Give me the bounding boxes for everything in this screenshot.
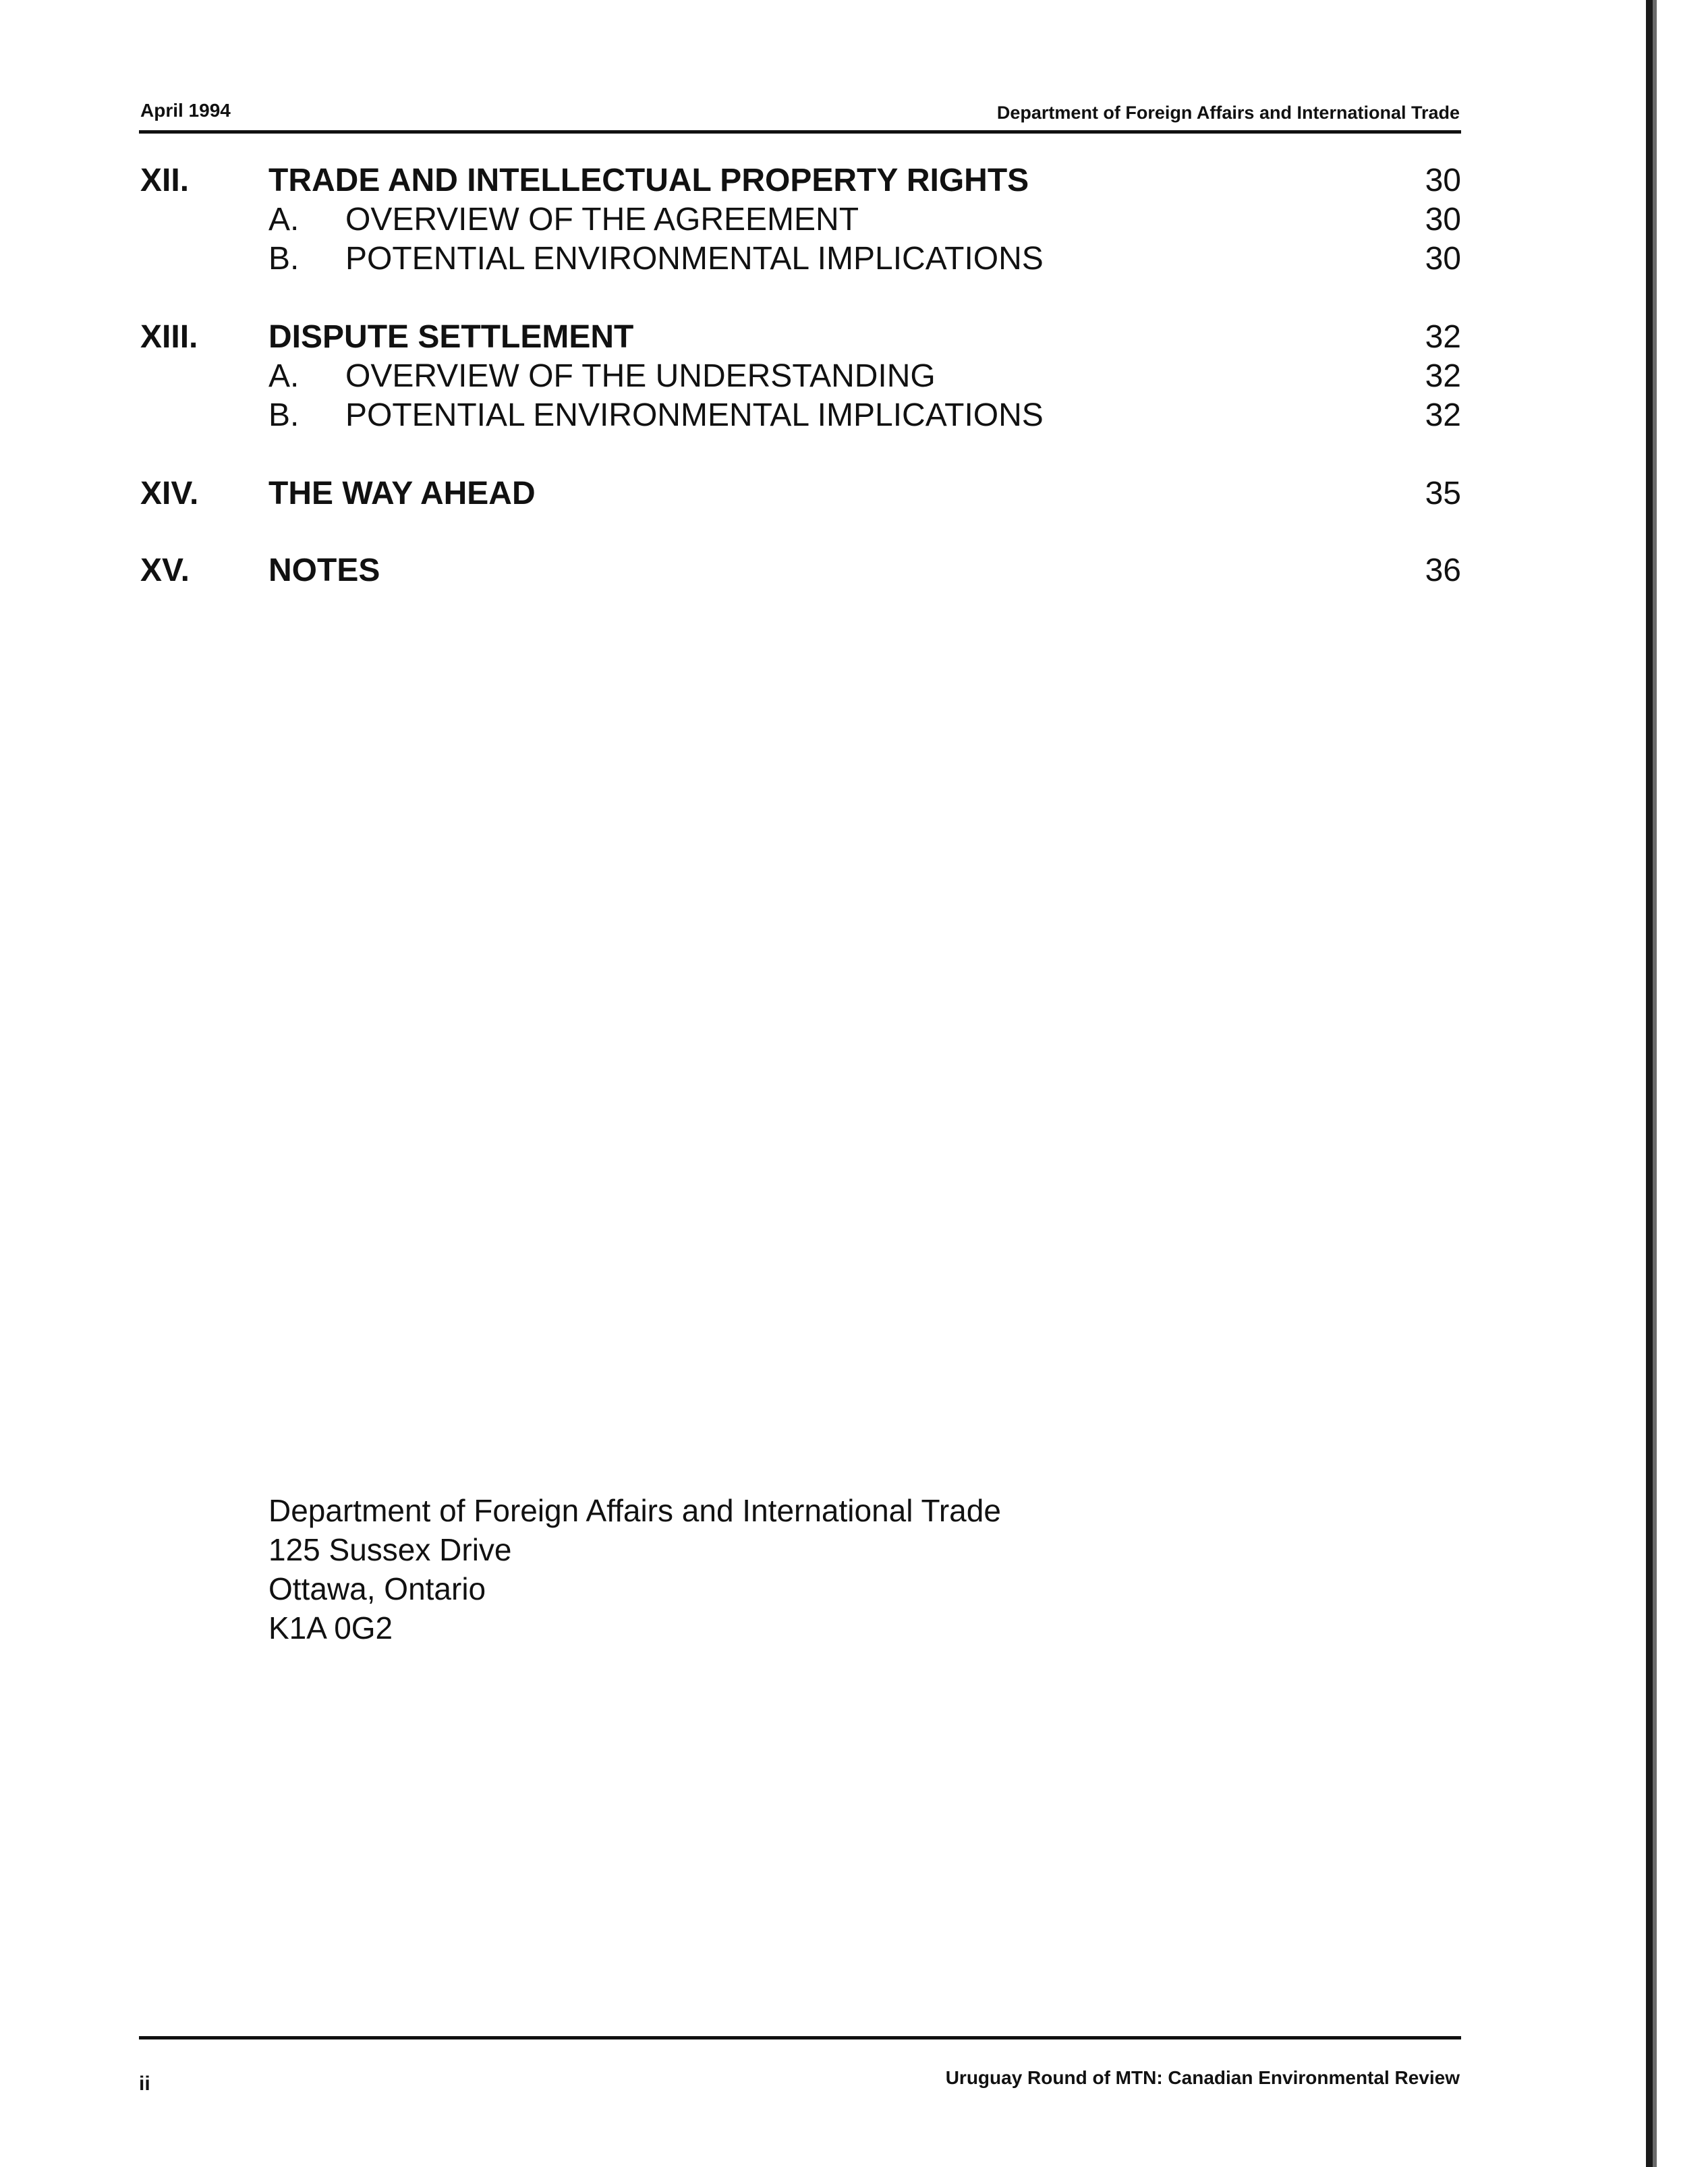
header-date: April 1994 bbox=[140, 100, 231, 121]
scan-edge-shadow bbox=[1646, 0, 1653, 2167]
toc-subsection-xiii-a bbox=[0, 356, 1708, 397]
toc-section-title: NOTES bbox=[268, 553, 380, 588]
toc-page-number: 36 bbox=[1425, 553, 1461, 588]
scan-edge-shadow-soft bbox=[1653, 0, 1657, 2167]
toc-subsection-title: OVERVIEW OF THE UNDERSTANDING bbox=[345, 358, 936, 394]
toc-subsection-xii-b bbox=[0, 239, 1708, 279]
address-line-city: Ottawa, Ontario bbox=[268, 1571, 486, 1606]
header-department: Department of Foreign Affairs and International Trade bbox=[996, 103, 1460, 123]
toc-section-number: XV. bbox=[140, 553, 190, 588]
toc-subsection-letter: A. bbox=[268, 358, 300, 394]
toc-page-number: 32 bbox=[1425, 319, 1461, 355]
toc-subsection-letter: B. bbox=[268, 241, 300, 277]
mailing-address bbox=[268, 1491, 1001, 1648]
footer-page-number: ii bbox=[139, 2073, 150, 2095]
toc-section-xiii bbox=[0, 317, 1708, 358]
toc-section-title: TRADE AND INTELLECTUAL PROPERTY RIGHTS bbox=[268, 163, 1029, 198]
address-line-street: 125 Sussex Drive bbox=[268, 1532, 512, 1567]
toc-subsection-title: POTENTIAL ENVIRONMENTAL IMPLICATIONS bbox=[345, 397, 1044, 433]
toc-page-number: 30 bbox=[1425, 202, 1461, 237]
toc-section-xii bbox=[0, 161, 1708, 201]
toc-section-number: XII. bbox=[140, 163, 190, 198]
address-line-postal-code: K1A 0G2 bbox=[268, 1610, 393, 1645]
toc-page-number: 32 bbox=[1425, 397, 1461, 433]
toc-page-number: 30 bbox=[1425, 163, 1461, 198]
toc-section-title: THE WAY AHEAD bbox=[268, 476, 536, 511]
toc-subsection-letter: A. bbox=[268, 202, 300, 237]
toc-subsection-title: POTENTIAL ENVIRONMENTAL IMPLICATIONS bbox=[345, 241, 1044, 277]
toc-subsection-title: OVERVIEW OF THE AGREEMENT bbox=[345, 202, 859, 237]
toc-section-number: XIV. bbox=[140, 476, 199, 511]
toc-page-number: 30 bbox=[1425, 241, 1461, 277]
footer-publication-title: Uruguay Round of MTN: Canadian Environmental Review bbox=[945, 2067, 1460, 2088]
toc-subsection-xii-a bbox=[0, 200, 1708, 240]
toc-section-xiv bbox=[0, 474, 1708, 514]
toc-subsection-xiii-b bbox=[0, 395, 1708, 436]
toc-page-number: 35 bbox=[1425, 476, 1461, 511]
header-rule bbox=[139, 130, 1461, 134]
toc-page-number: 32 bbox=[1425, 358, 1461, 394]
toc-section-title: DISPUTE SETTLEMENT bbox=[268, 319, 634, 355]
footer-rule bbox=[139, 2036, 1461, 2039]
toc-subsection-letter: B. bbox=[268, 397, 300, 433]
toc-section-xv bbox=[0, 551, 1708, 591]
address-line-organization: Department of Foreign Affairs and International Trade bbox=[268, 1493, 1001, 1528]
toc-section-number: XIII. bbox=[140, 319, 198, 355]
